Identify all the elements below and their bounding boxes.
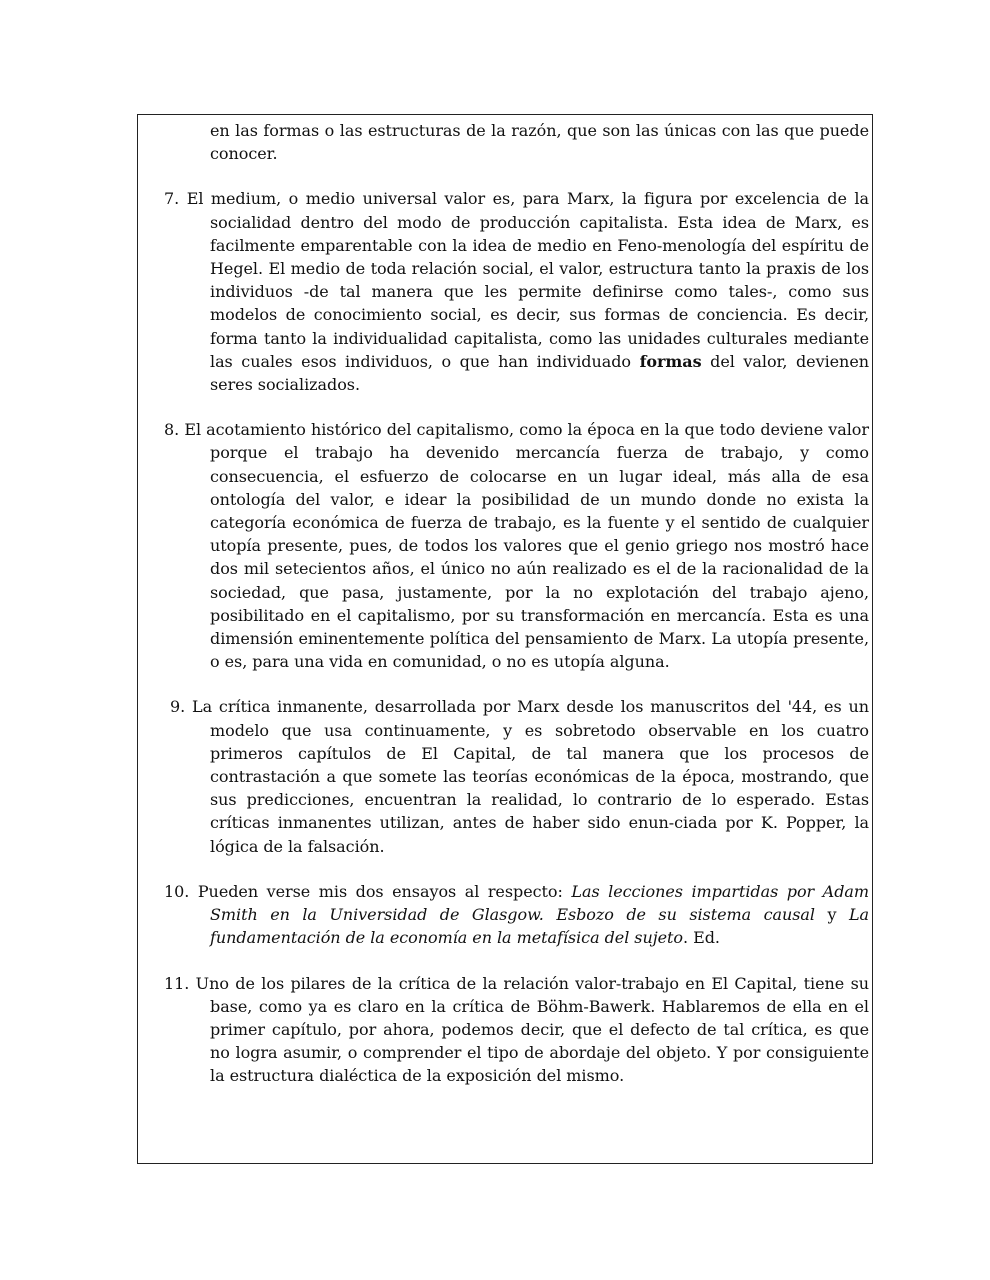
note-text: El acotamiento histórico del capitalismo, como la época en la que todo deviene valor porque el trabajo ha devenido mercancía fuerza de trabajo, y como consecuencia, el esfuerzo de colocarse en un lugar ideal, más alla de esa ontología del valor, e idear la posibilidad de un mundo donde no exista la categoría económica de fuerza de trabajo, es la fuente y el sentido de cualquier utopía presente, pues, de todos los valores que el genio griego nos mostró hace dos mil setecientos años, el único no aún realizado es el de la racionalidad de la sociedad, que pasa, justamente, por la no explotación del trabajo ajeno, posibilitado en el capitalismo, por su transformación en mercancía. Esta es una dimensión eminentemente política del pensamiento de Marx. La utopía presente, o es, para una vida en comunidad, o no es utopía alguna. [184,420,869,672]
note-text: en las formas o las estructuras de la razón, que son las únicas con las que puede conocer. [210,121,869,164]
note-text: . Ed. [683,928,720,948]
note-text: Uno de los pilares de la crítica de la relación valor-trabajo en El Capital, tiene su base, como ya es claro en la crítica de Böhm-Bawerk. Hablaremos de ella en el primer capítulo, por ahora, podemos decir, que el defecto de tal crítica, es que no logra asumir, o comprender el tipo de abordaje del objeto. Y por consiguiente la estructura dialéctica de la exposición del mismo. [195,973,869,1086]
note-8 [162,418,869,673]
note-continuation [162,119,869,165]
note-title-italic: La fundamentación de la economía en la metafísica del sujeto [210,905,870,948]
note-number: 9. [170,697,186,717]
note-10 [162,880,869,950]
note-number: 11. [164,973,190,993]
note-number: 10. [164,881,190,901]
notes-frame [137,114,873,1164]
endnotes-list [162,119,869,1088]
note-7 [162,187,869,396]
note-number: 7. [164,189,180,209]
note-title-italic: Las lecciones impartidas por Adam Smith en la Universidad de Glasgow. Esbozo de su sistema causal [210,881,869,925]
note-text: La crítica inmanente, desarrollada por Marx desde los manuscritos del '44, es un modelo que usa continuamente, y es sobretodo observable en los cuatro primeros capítulos de El Capital, de tal manera que los procesos de contrastación a que somete las teorías económicas de la época, mostrando, que sus predicciones, encuentran la realidad, lo contrario de lo esperado. Estas críticas inmanentes utilizan, antes de haber sido enun-ciada por K. Popper, la lógica de la falsación. [192,697,869,856]
note-bold-term: formas [639,351,702,371]
note-text: Pueden verse mis dos ensayos al respecto: [197,881,572,901]
note-9 [162,695,869,857]
note-11 [162,972,869,1088]
note-text: y [814,905,849,925]
note-number: 8. [164,420,180,440]
note-text: El medium, o medio universal valor es, para Marx, la figura por excelencia de la socialidad dentro del modo de producción capitalista. Esta idea de Marx, es facilmente emparentable con la idea de medio en Feno-menología del espíritu de Hegel. El medio de toda relación social, el valor, estructura tanto la praxis de los individuos -de tal manera que les permite definirse como tales-, como sus modelos de conocimiento social, es decir, sus formas de conciencia. Es decir, forma tanto la individualidad capitalista, como las unidades culturales mediante las cuales esos individuos, o que han individuado [186,189,869,371]
note-text: del valor, devienen seres socializados. [210,351,869,395]
